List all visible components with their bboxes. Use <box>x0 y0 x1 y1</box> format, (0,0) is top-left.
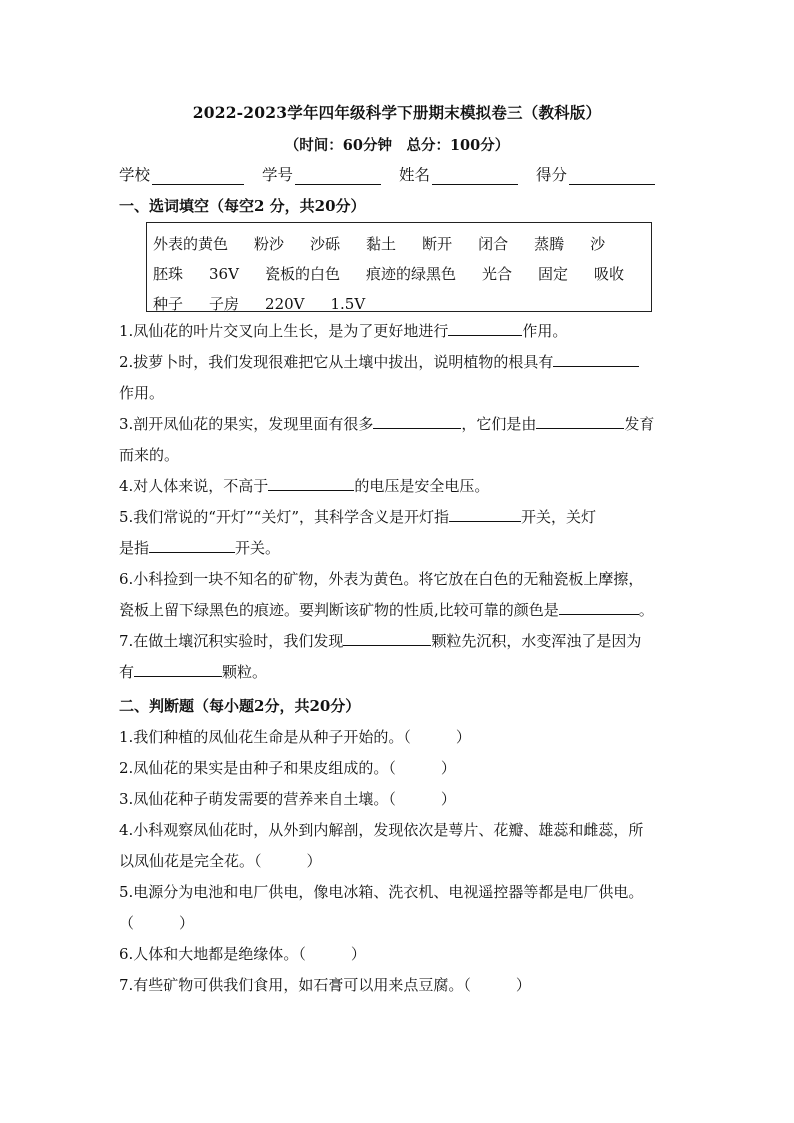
answer-blank[interactable] <box>343 631 431 646</box>
word-item: 220V <box>265 295 305 313</box>
fill-question-2 <box>119 347 679 409</box>
word-bank-row <box>153 259 645 289</box>
question-text: 3.剖开凤仙花的果实，发现里面有很多 <box>119 415 374 433</box>
number-label: 学号 <box>262 166 294 184</box>
fill-question-1 <box>119 316 679 347</box>
word-item: 胚珠 <box>153 265 184 283</box>
question-text: 开关，关灯 <box>521 508 597 526</box>
question-text: 瓷板上留下绿黑色的痕迹。要判断该矿物的性质,比较可靠的颜色是 <box>119 601 559 619</box>
word-bank-row <box>153 289 645 319</box>
fill-question-5 <box>119 502 679 564</box>
answer-blank[interactable] <box>536 414 624 429</box>
answer-blank[interactable] <box>373 414 461 429</box>
answer-blank[interactable] <box>559 600 639 615</box>
word-item: 光合 <box>481 265 512 283</box>
judge-question-1: 1.我们种植的凤仙花生命是从种子开始的。（ ） <box>119 728 471 746</box>
judge-question-4-line2: 以凤仙花是完全花。（ ） <box>119 852 322 870</box>
word-item: 粉沙 <box>254 235 285 253</box>
answer-blank[interactable] <box>149 538 235 553</box>
score-label: 得分 <box>536 166 568 184</box>
word-item: 沙 <box>590 235 606 253</box>
question-text: 2.拔萝卜时，我们发现很难把它从土壤中拔出，说明植物的根具有 <box>119 353 554 371</box>
judge-question-6: 6.人体和大地都是绝缘体。（ ） <box>119 945 366 963</box>
exam-subtitle: （时间：60分钟 总分：100分） <box>284 137 510 154</box>
judge-question-7: 7.有些矿物可供我们食用，如石膏可以用来点豆腐。（ ） <box>119 976 531 994</box>
answer-blank[interactable] <box>134 662 222 677</box>
word-item: 外表的黄色 <box>153 235 229 253</box>
question-text: 而来的。 <box>119 446 180 464</box>
question-text: 1.凤仙花的叶片交叉向上生长，是为了更好地进行 <box>119 322 449 340</box>
question-text: 颗粒先沉积，水变浑浊了是因为 <box>431 632 642 650</box>
question-text: 颗粒。 <box>222 663 268 681</box>
exam-title: 2022-2023学年四年级科学下册期末模拟卷三（教科版） <box>192 103 602 122</box>
word-item: 黏土 <box>366 235 397 253</box>
fill-question-3 <box>119 409 679 471</box>
question-text: ，它们是由 <box>461 415 537 433</box>
answer-blank[interactable] <box>449 507 521 522</box>
word-bank-box <box>146 222 652 312</box>
answer-blank[interactable] <box>553 352 639 367</box>
fill-question-6 <box>119 564 679 626</box>
question-text: 7.在做土壤沉积实验时，我们发现 <box>119 632 344 650</box>
question-text: 发育 <box>624 415 655 433</box>
section1-heading: 一、选词填空（每空2 分，共20分） <box>119 197 366 215</box>
name-field <box>399 163 518 185</box>
word-item: 沙砾 <box>310 235 341 253</box>
judge-question-5-line1: 5.电源分为电池和电厂供电，像电冰箱、洗衣机、电视遥控器等都是电厂供电。 <box>119 883 644 901</box>
number-blank[interactable] <box>295 170 381 185</box>
judge-question-5-line2: （ ） <box>119 914 195 932</box>
word-item: 蒸腾 <box>534 235 565 253</box>
question-text: 是指 <box>119 539 150 557</box>
judge-question-3: 3.凤仙花种子萌发需要的营养来自土壤。（ ） <box>119 790 456 808</box>
answer-blank[interactable] <box>448 321 522 336</box>
judge-question-4-line1: 4.小科观察凤仙花时，从外到内解剖，发现依次是萼片、花瓣、雄蕊和雌蕊，所 <box>119 821 644 839</box>
word-item: 种子 <box>153 295 184 313</box>
school-label: 学校 <box>119 166 151 184</box>
word-item: 断开 <box>422 235 453 253</box>
name-label: 姓名 <box>399 166 431 184</box>
fill-question-4 <box>119 471 679 502</box>
question-text: 开关。 <box>235 539 281 557</box>
student-info-row <box>119 163 679 185</box>
question-text: 的电压是安全电压。 <box>354 477 490 495</box>
section2-heading: 二、判断题（每小题2分，共20分） <box>119 697 361 715</box>
question-text: 作用。 <box>522 322 568 340</box>
question-text: 。 <box>638 601 654 619</box>
name-blank[interactable] <box>432 170 518 185</box>
question-text: 5.我们常说的“开灯”“关灯”，其科学含义是开灯指 <box>119 508 449 526</box>
fill-question-7 <box>119 626 679 688</box>
question-text: 4.对人体来说，不高于 <box>119 477 269 495</box>
word-item: 固定 <box>537 265 568 283</box>
number-field <box>262 163 381 185</box>
word-item: 痕迹的绿黑色 <box>365 265 456 283</box>
word-item: 瓷板的白色 <box>264 265 340 283</box>
word-item: 36V <box>209 265 239 283</box>
word-bank-row <box>153 229 645 259</box>
word-item: 闭合 <box>478 235 509 253</box>
score-field <box>536 163 655 185</box>
school-field <box>119 163 244 185</box>
score-blank[interactable] <box>569 170 655 185</box>
question-text: 作用。 <box>119 384 165 402</box>
question-text: 有 <box>119 663 135 681</box>
question-text: 6.小科捡到一块不知名的矿物，外表为黄色。将它放在白色的无釉瓷板上摩擦， <box>119 570 644 588</box>
school-blank[interactable] <box>152 170 244 185</box>
word-item: 吸收 <box>594 265 625 283</box>
answer-blank[interactable] <box>268 476 354 491</box>
word-item: 子房 <box>209 295 240 313</box>
word-item: 1.5V <box>330 295 366 313</box>
judge-question-2: 2.凤仙花的果实是由种子和果皮组成的。（ ） <box>119 759 456 777</box>
